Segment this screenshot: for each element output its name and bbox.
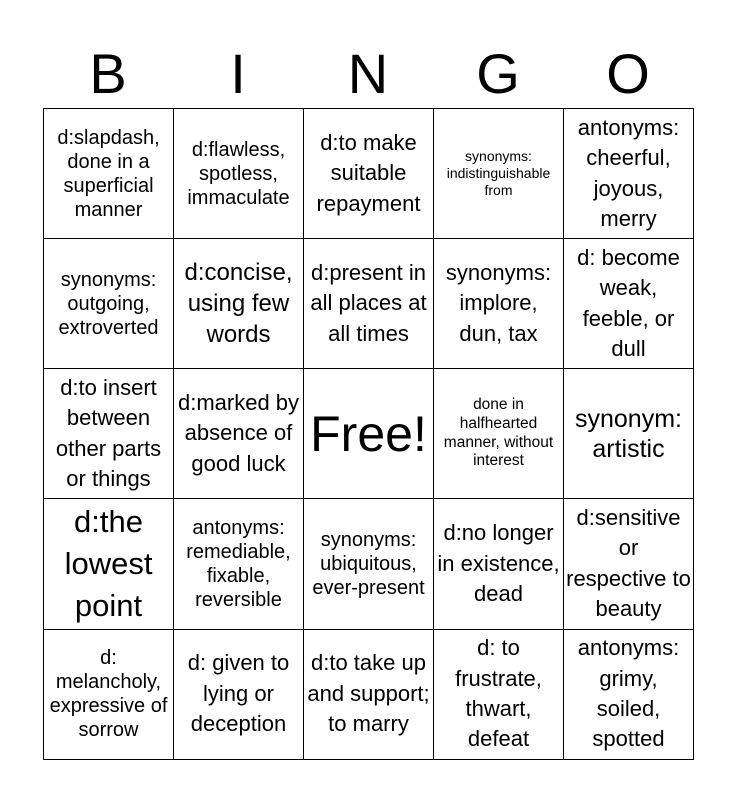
bingo-cell-g3[interactable]: done in halfhearted manner, without interest <box>434 369 564 499</box>
bingo-cell-o1[interactable]: antonyms: cheerful, joyous, merry <box>564 109 694 239</box>
bingo-cell-i3[interactable]: d:marked by absence of good luck <box>174 369 304 499</box>
bingo-cell-o5[interactable]: antonyms: grimy, soiled, spotted <box>564 629 694 759</box>
bingo-cell-i2[interactable]: d:concise, using few words <box>174 239 304 369</box>
header-letter-b: B <box>89 42 127 105</box>
bingo-cell-n5[interactable]: d:to take up and support; to marry <box>304 629 434 759</box>
header-letter-o: O <box>606 42 650 105</box>
bingo-cell-o3[interactable]: synonym: artistic <box>564 369 694 499</box>
header-letter-g: G <box>476 42 520 105</box>
board-row-2 <box>44 239 694 369</box>
bingo-cell-o4[interactable]: d:sensitive or respective to beauty <box>564 499 694 630</box>
bingo-cell-o2[interactable]: d: become weak, feeble, or dull <box>564 239 694 369</box>
free-space[interactable]: Free! <box>304 369 434 499</box>
bingo-cell-g1[interactable]: synonyms: indistinguishable from <box>434 109 564 239</box>
bingo-header <box>43 40 693 108</box>
bingo-cell-g4[interactable]: d:no longer in existence, dead <box>434 499 564 630</box>
header-letter-i: I <box>230 42 246 105</box>
bingo-cell-i1[interactable]: d:flawless, spotless, immaculate <box>174 109 304 239</box>
board-row-1 <box>44 109 694 239</box>
bingo-cell-n1[interactable]: d:to make suitable repayment <box>304 109 434 239</box>
board-row-4 <box>44 499 694 630</box>
bingo-cell-g5[interactable]: d: to frustrate, thwart, defeat <box>434 629 564 759</box>
bingo-cell-b1[interactable]: d:slapdash, done in a superficial manner <box>44 109 174 239</box>
bingo-cell-i5[interactable]: d: given to lying or deception <box>174 629 304 759</box>
bingo-cell-n4[interactable]: synonyms: ubiquitous, ever-present <box>304 499 434 630</box>
bingo-board <box>43 108 694 760</box>
bingo-cell-b5[interactable]: d: melancholy, expressive of sorrow <box>44 629 174 759</box>
bingo-cell-i4[interactable]: antonyms: remediable, fixable, reversible <box>174 499 304 630</box>
bingo-cell-g2[interactable]: synonyms: implore, dun, tax <box>434 239 564 369</box>
board-row-5 <box>44 629 694 759</box>
bingo-cell-b2[interactable]: synonyms: outgoing, extroverted <box>44 239 174 369</box>
header-letter-n: N <box>347 42 389 105</box>
board-row-3 <box>44 369 694 499</box>
bingo-cell-n2[interactable]: d:present in all places at all times <box>304 239 434 369</box>
bingo-cell-b4[interactable]: d:the lowest point <box>44 499 174 630</box>
bingo-cell-b3[interactable]: d:to insert between other parts or things <box>44 369 174 499</box>
